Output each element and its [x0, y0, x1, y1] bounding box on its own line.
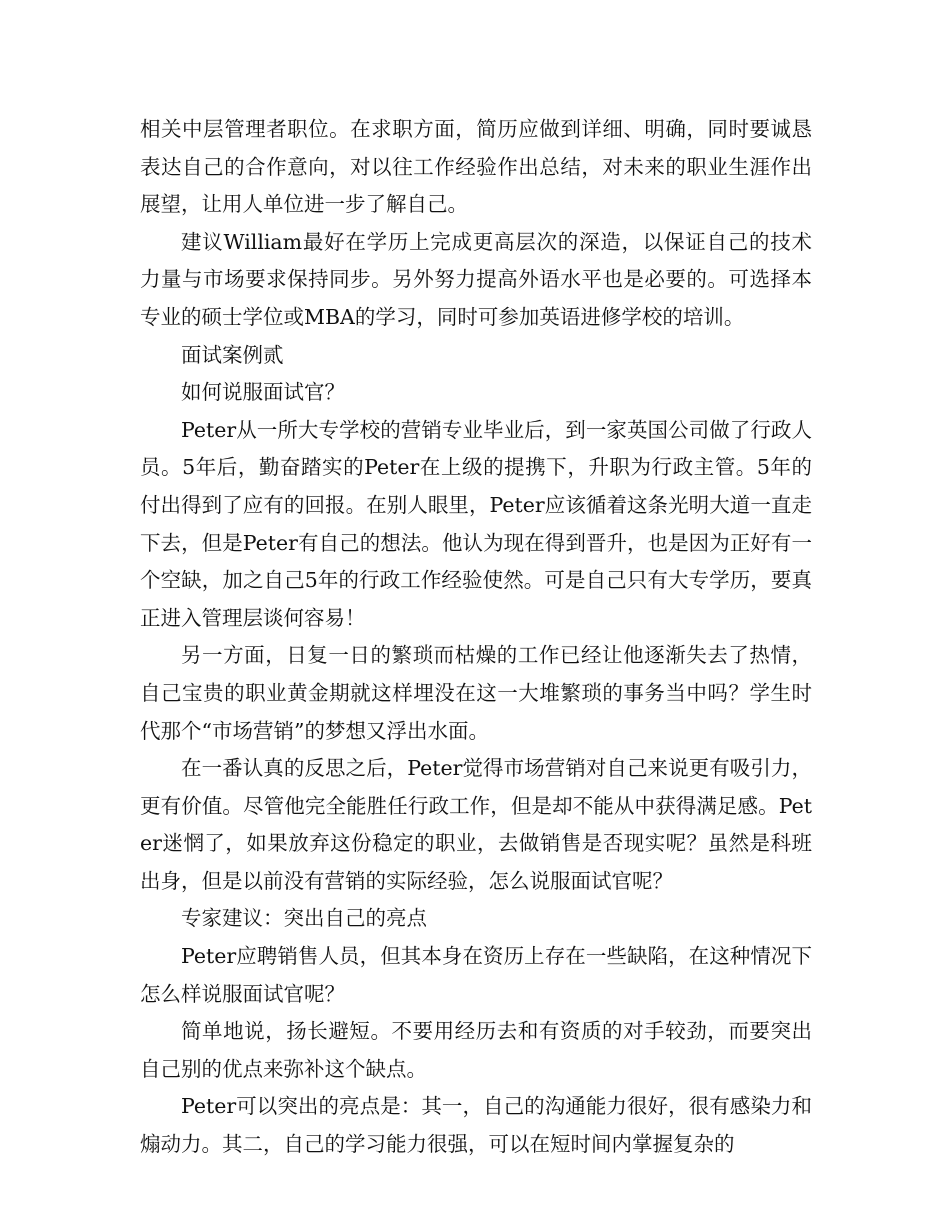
paragraph-7: 在一番认真的反思之后，Peter觉得市场营销对自己来说更有吸引力，更有价值。尽管他完全能胜任行政工作，但是却不能从中获得满足感。Peter迷惘了，如果放弃这份稳定的职业，去做销售是否现实呢？虽然是科班出身，但是以前没有营销的实际经验，怎么说服面试官呢？ — [140, 756, 812, 893]
paragraph-11: Peter可以突出的亮点是：其一，自己的沟通能力很好，很有感染力和煽动力。其二，自己的学习能力很强，可以在短时间内掌握复杂的 — [140, 1094, 812, 1157]
expert-advice-heading: 专家建议：突出自己的亮点 — [181, 906, 427, 931]
section-heading-case-2: 面试案例贰 — [181, 342, 284, 367]
paragraph-1: 相关中层管理者职位。在求职方面，简历应做到详细、明确，同时要诚恳表达自己的合作意向，对以往工作经验作出总结，对未来的职业生涯作出展望，让用人单位进一步了解自己。 — [140, 117, 812, 217]
paragraph-10: 简单地说，扬长避短。不要用经历去和有资质的对手较劲，而要突出自己别的优点来弥补这个缺点。 — [140, 1019, 812, 1081]
paragraph-6: 另一方面，日复一日的繁琐而枯燥的工作已经让他逐渐失去了热情，自己宝贵的职业黄金期就这样埋没在这一大堆繁琐的事务当中吗？学生时代那个“市场营销”的梦想又浮出水面。 — [140, 643, 812, 743]
paragraph-5: Peter从一所大专学校的营销专业毕业后，到一家英国公司做了行政人员。5年后，勤奋踏实的Peter在上级的提携下，升职为行政主管。5年的付出得到了应有的回报。在别人眼里，Peter应该循着这条光明大道一直走下去，但是Peter有自己的想法。他认为现在得到晋升，也是因为正好有一个空缺，加之自己5年的行政工作经验使然。可是自己只有大专学历，要真正进入管理层谈何容易！ — [140, 417, 812, 630]
paragraph-2: 建议William最好在学历上完成更高层次的深造，以保证自己的技术力量与市场要求保持同步。另外努力提高外语水平也是必要的。可选择本专业的硕士学位或MBA的学习，同时可参加英语进修学校的培训。 — [140, 229, 812, 329]
paragraph-9: Peter应聘销售人员，但其本身在资历上存在一些缺陷，在这种情况下怎么样说服面试官呢？ — [140, 944, 812, 1006]
document-body — [140, 111, 812, 1164]
section-subheading: 如何说服面试官？ — [181, 380, 345, 405]
